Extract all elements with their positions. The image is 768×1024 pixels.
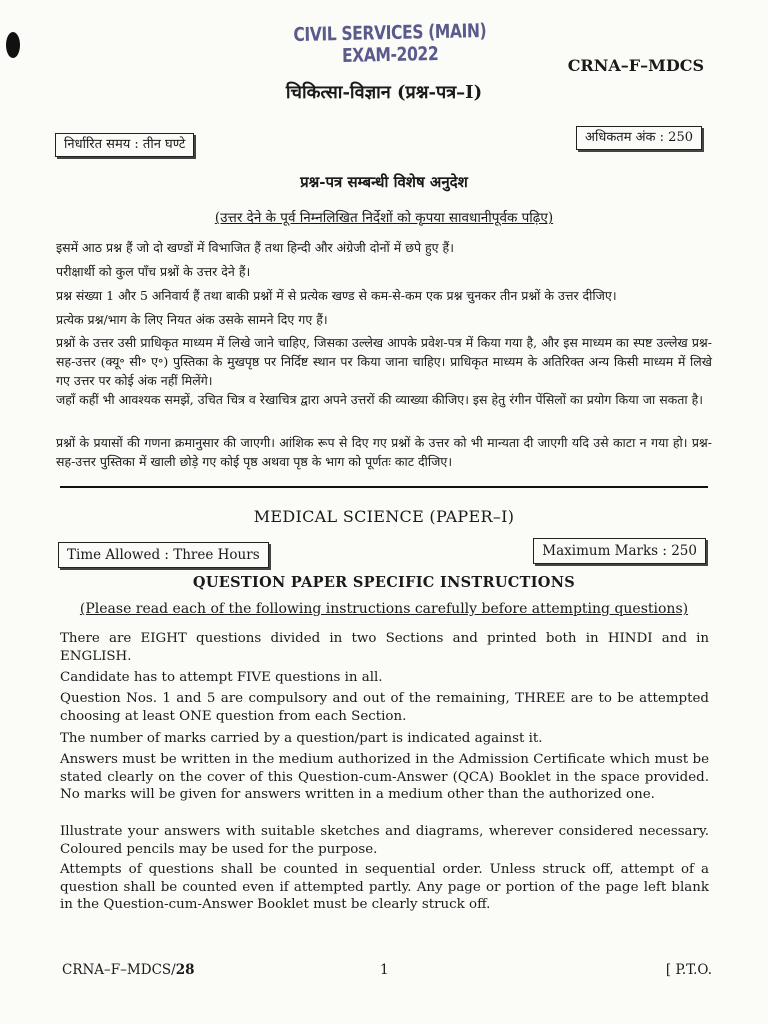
instructions-subheading-english: (Please read each of the following instructions carefully before attempting questions) xyxy=(79,601,689,617)
section-divider xyxy=(60,486,708,488)
paper-title-english: MEDICAL SCIENCE (PAPER–I) xyxy=(253,507,515,526)
footer-paper-code: CRNA–F–MDCS/28 xyxy=(62,962,195,978)
hindi-instruction-7: प्रश्नों के प्रयासों की गणना क्रमानुसार की जाएगी। आंशिक रूप से दिए गए प्रश्नों के उत्तर को भी मान्यता दी जाएगी यदि उसे काटा न गया हो। प्रश्न-सह-उत्तर पुस्तिका में खाली छोड़े गए कोई पृष्ठ अथवा पृष्ठ के भाग को पूर्णतः काट दीजिए। xyxy=(56,435,712,469)
page-number: 1 xyxy=(380,962,389,978)
paper-title-hindi: चिकित्सा-विज्ञान (प्रश्न-पत्र–I) xyxy=(285,82,483,103)
hindi-instruction-5: प्रश्नों के उत्तर उसी प्राधिकृत माध्यम में लिखे जाने चाहिए, जिसका उल्लेख आपके प्रवेश-पत्र में किया गया है, और इस माध्यम का स्पष्ट उल्लेख प्रश्न-सह-उत्तर (क्यू॰ सी॰ ए॰) पुस्तिका के मुखपृष्ठ पर निर्दिष्ट स्थान पर किया जाना चाहिए। प्राधिकृत माध्यम के अतिरिक्त अन्य किसी माध्यम में लिखे गए उत्तर पर कोई अंक नहीं मिलेंगे। xyxy=(56,335,712,388)
hindi-instruction-4: प्रत्येक प्रश्न/भाग के लिए नियत अंक उसके सामने दिए गए हैं। xyxy=(56,312,328,327)
hindi-instruction-1: इसमें आठ प्रश्न हैं जो दो खण्डों में विभाजित हैं तथा हिन्दी और अंग्रेजी दोनों में छपे हुए हैं। xyxy=(56,240,454,255)
punch-hole xyxy=(6,32,20,58)
paper-code: CRNA–F–MDCS xyxy=(567,56,704,75)
exam-stamp: CIVIL SERVICES (MAIN) EXAM-2022 xyxy=(293,19,487,68)
english-instruction-4: The number of marks carried by a question/part is indicated against it. xyxy=(60,731,543,746)
english-instruction-7: Attempts of questions shall be counted in sequential order. Unless struck off, attempt of a question shall be counted even if attempted partly. Any page or portion of the page left blank in the Question-cum-Answer Booklet must be clearly struck off. xyxy=(60,862,709,912)
english-instruction-1: There are EIGHT questions divided in two Sections and printed both in HINDI and in ENGLISH. xyxy=(60,631,709,664)
english-instruction-5: Answers must be written in the medium authorized in the Admission Certificate which must be stated clearly on the cover of this Question-cum-Answer (QCA) Booklet in the space provided. No marks will be given for answers written in a medium other than the authorized one. xyxy=(60,752,709,802)
please-turn-over: [ P.T.O. xyxy=(665,962,712,978)
instructions-heading-hindi: प्रश्न-पत्र सम्बन्धी विशेष अनुदेश xyxy=(300,173,468,191)
english-instruction-3: Question Nos. 1 and 5 are compulsory and out of the remaining, THREE are to be attempted choosing at least ONE question from each Section. xyxy=(60,691,709,724)
instructions-heading-english: QUESTION PAPER SPECIFIC INSTRUCTIONS xyxy=(192,574,576,591)
time-allowed-english: Time Allowed : Three Hours xyxy=(58,542,269,568)
instructions-subheading-hindi: (उत्तर देने के पूर्व निम्नलिखित निर्देशों को कृपया सावधानीपूर्वक पढ़िए) xyxy=(214,210,554,226)
max-marks-english: Maximum Marks : 250 xyxy=(533,538,706,564)
time-allowed-hindi: निर्धारित समय : तीन घण्टे xyxy=(55,133,194,157)
english-instruction-6: Illustrate your answers with suitable sketches and diagrams, wherever considered necessary. Coloured pencils may be used for the purpose. xyxy=(60,824,709,857)
hindi-instruction-2: परीक्षार्थी को कुल पाँच प्रश्नों के उत्तर देने हैं। xyxy=(56,264,251,279)
english-instruction-2: Candidate has to attempt FIVE questions in all. xyxy=(60,670,383,685)
hindi-instruction-3: प्रश्न संख्या 1 और 5 अनिवार्य हैं तथा बाकी प्रश्नों में से प्रत्येक खण्ड से कम-से-कम एक प्रश्न चुनकर तीन प्रश्नों के उत्तर दीजिए। xyxy=(56,288,617,303)
max-marks-hindi: अधिकतम अंक : 250 xyxy=(576,126,702,150)
hindi-instruction-6: जहाँ कहीं भी आवश्यक समझें, उचित चित्र व रेखाचित्र द्वारा अपने उत्तरों की व्याख्या कीजिए। इस हेतु रंगीन पेंसिलों का प्रयोग किया जा सकता है। xyxy=(56,392,703,407)
